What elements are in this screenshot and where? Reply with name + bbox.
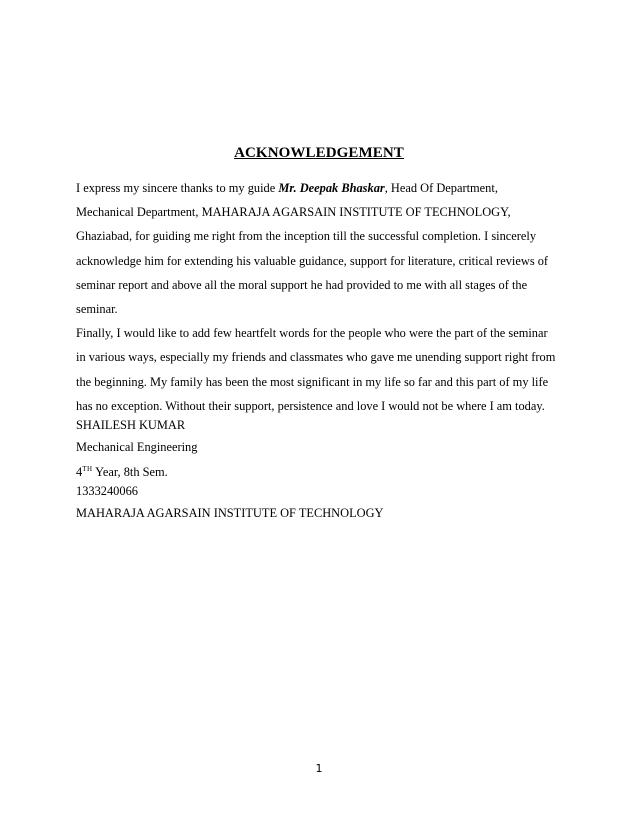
paragraph1-line1 xyxy=(76,176,498,200)
page-title: ACKNOWLEDGEMENT xyxy=(234,145,404,161)
year-rest: Year, 8th Sem. xyxy=(92,465,168,479)
signature-year xyxy=(76,458,168,480)
paragraph1-line6: seminar. xyxy=(76,302,118,316)
paragraph2-line2: in various ways, especially my friends and classmates who gave me unending support right from xyxy=(76,350,556,365)
paragraph1-line1-before: I express my sincere thanks to my guide xyxy=(76,181,279,195)
signature-roll-number: 1333240066 xyxy=(76,484,138,498)
paragraph1-line3: Ghaziabad, for guiding me right from the inception till the successful completion. I sincerely xyxy=(76,229,537,244)
year-suffix: TH xyxy=(82,465,93,473)
signature-institute: MAHARAJA AGARSAIN INSTITUTE OF TECHNOLOGY xyxy=(76,506,384,520)
paragraph1-line4: acknowledge him for extending his valuable guidance, support for literature, critical reviews of xyxy=(76,253,549,268)
guide-name: Mr. Deepak Bhaskar xyxy=(278,181,385,195)
signature-name: SHAILESH KUMAR xyxy=(76,418,186,432)
paragraph1-line2: Mechanical Department, MAHARAJA AGARSAIN INSTITUTE OF TECHNOLOGY, xyxy=(76,205,511,220)
year-number: 4 xyxy=(76,465,83,479)
paragraph2-line3: the beginning. My family has been the most significant in my life so far and this part of my life xyxy=(76,374,549,389)
paragraph1-line1-after: , Head Of Department, xyxy=(384,181,498,195)
page-number: 1 xyxy=(315,762,323,775)
signature-branch: Mechanical Engineering xyxy=(76,440,198,454)
paragraph1-line5: seminar report and above all the moral support he had provided to me with all stages of the xyxy=(76,277,528,292)
paragraph2-line1: Finally, I would like to add few heartfelt words for the people who were the part of the seminar xyxy=(76,326,548,341)
paragraph2-line4: has no exception. Without their support, persistence and love I would not be where I am today. xyxy=(76,398,545,413)
